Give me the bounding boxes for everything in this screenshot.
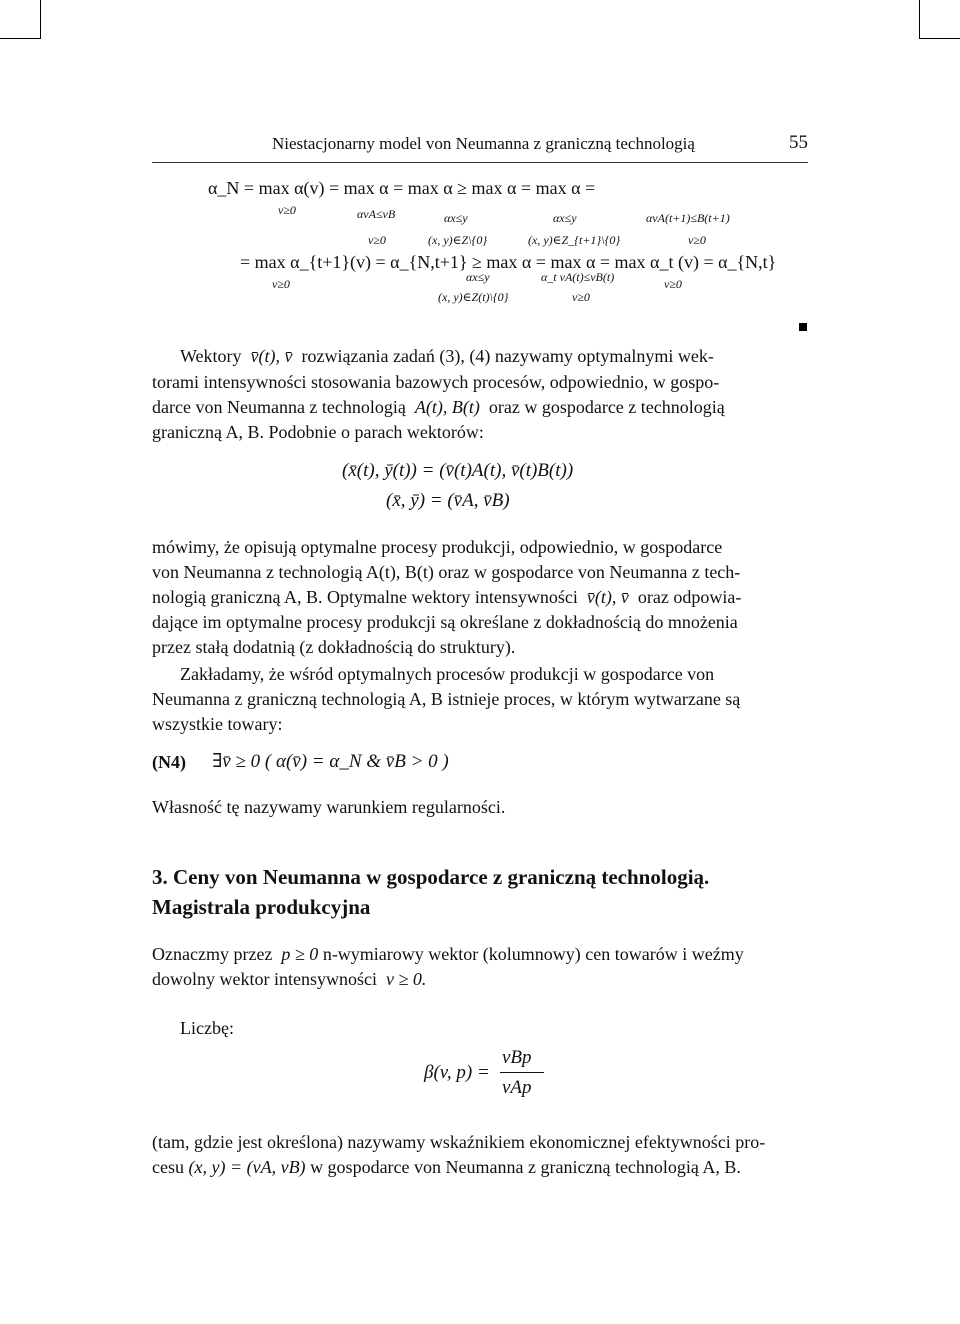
formula2-sub-v0: v≥0 [272,277,290,291]
p2-line-2: von Neumanna z technologią A(t), B(t) oraz w gospodarce von Neumanna z tech- [152,562,741,582]
p1-line-2: torami intensywności stosowania bazowych procesów, odpowiednio, w gospo- [152,372,720,392]
p2-line-5: przez stałą dodatnią (z dokładnością do struktury). [152,637,516,657]
p2-line-3: nologią graniczną A, B. Optymalne wektory intensywności v̄(t), v̄ oraz odpowia- [152,587,742,607]
p3-line-3: wszystkie towary: [152,714,283,734]
p1-line-4: graniczną A, B. Podobnie o parach wektorów: [152,422,484,442]
formula2-sub-v0-b: v≥0 [664,277,682,291]
p3-line-1: Zakładamy, że wśród optymalnych procesów produkcji w gospodarce von [180,664,715,684]
p4-line-2: dowolny wektor intensywności v ≥ 0. [152,969,427,989]
formula-line-1: α_N = max α(v) = max α = max α ≥ max α = max α = [208,178,596,198]
pairs-eq-2: (x̄, ȳ) = (v̄A, v̄B) [386,490,510,511]
formula2-sub-xyZt: (x, y)∈Z(t)\{0} [438,290,509,304]
fraction-bar [500,1072,544,1073]
regularity-sentence: Własność tę nazywamy warunkiem regularności. [152,797,506,817]
running-title: Niestacjonarny model von Neumanna z graniczną technologią [272,134,695,153]
beta-denominator: vAp [502,1077,532,1098]
p5-line-1: (tam, gdzie jest określona) nazywamy wskaźnikiem ekonomicznej efektywności pro- [152,1132,766,1152]
formula-sub-v0: v≥0 [278,203,296,217]
section-title-line-1: 3. Ceny von Neumanna w gospodarce z graniczną technologią. [152,865,710,889]
formula-sub-v0-c: v≥0 [688,233,706,247]
formula-sub-avA-vB: αvA≤vB [357,207,396,221]
formula2-sub-at: α_t vA(t)≤vB(t) [541,270,615,284]
page-header [152,132,808,163]
formula-sub-xyZ: (x, y)∈Z\{0} [428,233,488,247]
p1-line-1: Wektory v̄(t), v̄ rozwiązania zadań (3), (4) nazywamy optymalnymi wek- [180,346,714,366]
formula-sub-xyZt1: (x, y)∈Z_{t+1}\{0} [528,233,621,247]
p1-line-3: darce von Neumanna z technologią A(t), B(t) oraz w gospodarce z technologią [152,397,725,417]
p2-line-1: mówimy, że opisują optymalne procesy produkcji, odpowiednio, w gospodarce [152,537,723,557]
formula-sub-ax-y: αx≤y [444,211,468,225]
p5-line-2: cesu (x, y) = (vA, vB) w gospodarce von Neumanna z graniczną technologią A, B. [152,1157,741,1177]
formula-sub-v0-b: v≥0 [368,233,386,247]
formula2-sub-ax-y: αx≤y [466,270,490,284]
crop-mark-top-right [919,0,960,39]
n4-formula: ∃v̄ ≥ 0 ( α(v̄) = α_N & v̄B > 0 ) [212,751,449,772]
beta-lhs: β(v, p) = [424,1062,490,1083]
section-title-line-2: Magistrala produkcyjna [152,895,371,919]
liczbe-label: Liczbę: [180,1018,234,1038]
n4-label: (N4) [152,752,186,772]
crop-mark-top-left [0,0,41,39]
page-number: 55 [789,132,808,153]
p2-line-4: dające im optymalne procesy produkcji są określane z dokładnością do mnożenia [152,612,738,632]
p3-line-2: Neumanna z graniczną technologią A, B istnieje proces, w którym wytwarzane są [152,689,741,709]
formula-line-2: = max α_{t+1}(v) = α_{N,t+1} ≥ max α = max α = max α_t (v) = α_{N,t} [240,252,777,272]
beta-numerator: vBp [502,1047,532,1068]
pairs-eq-1: (x̄(t), ȳ(t)) = (v̄(t)A(t), v̄(t)B(t)) [342,460,574,481]
formula-sub-ax-y-2: αx≤y [553,211,577,225]
formula2-sub-v0-c: v≥0 [572,290,590,304]
qed-square-icon [799,323,807,331]
p4-line-1: Oznaczmy przez p ≥ 0 n-wymiarowy wektor (kolumnowy) cen towarów i weźmy [152,944,744,964]
formula-sub-avA-t1: αvA(t+1)≤B(t+1) [646,211,730,225]
